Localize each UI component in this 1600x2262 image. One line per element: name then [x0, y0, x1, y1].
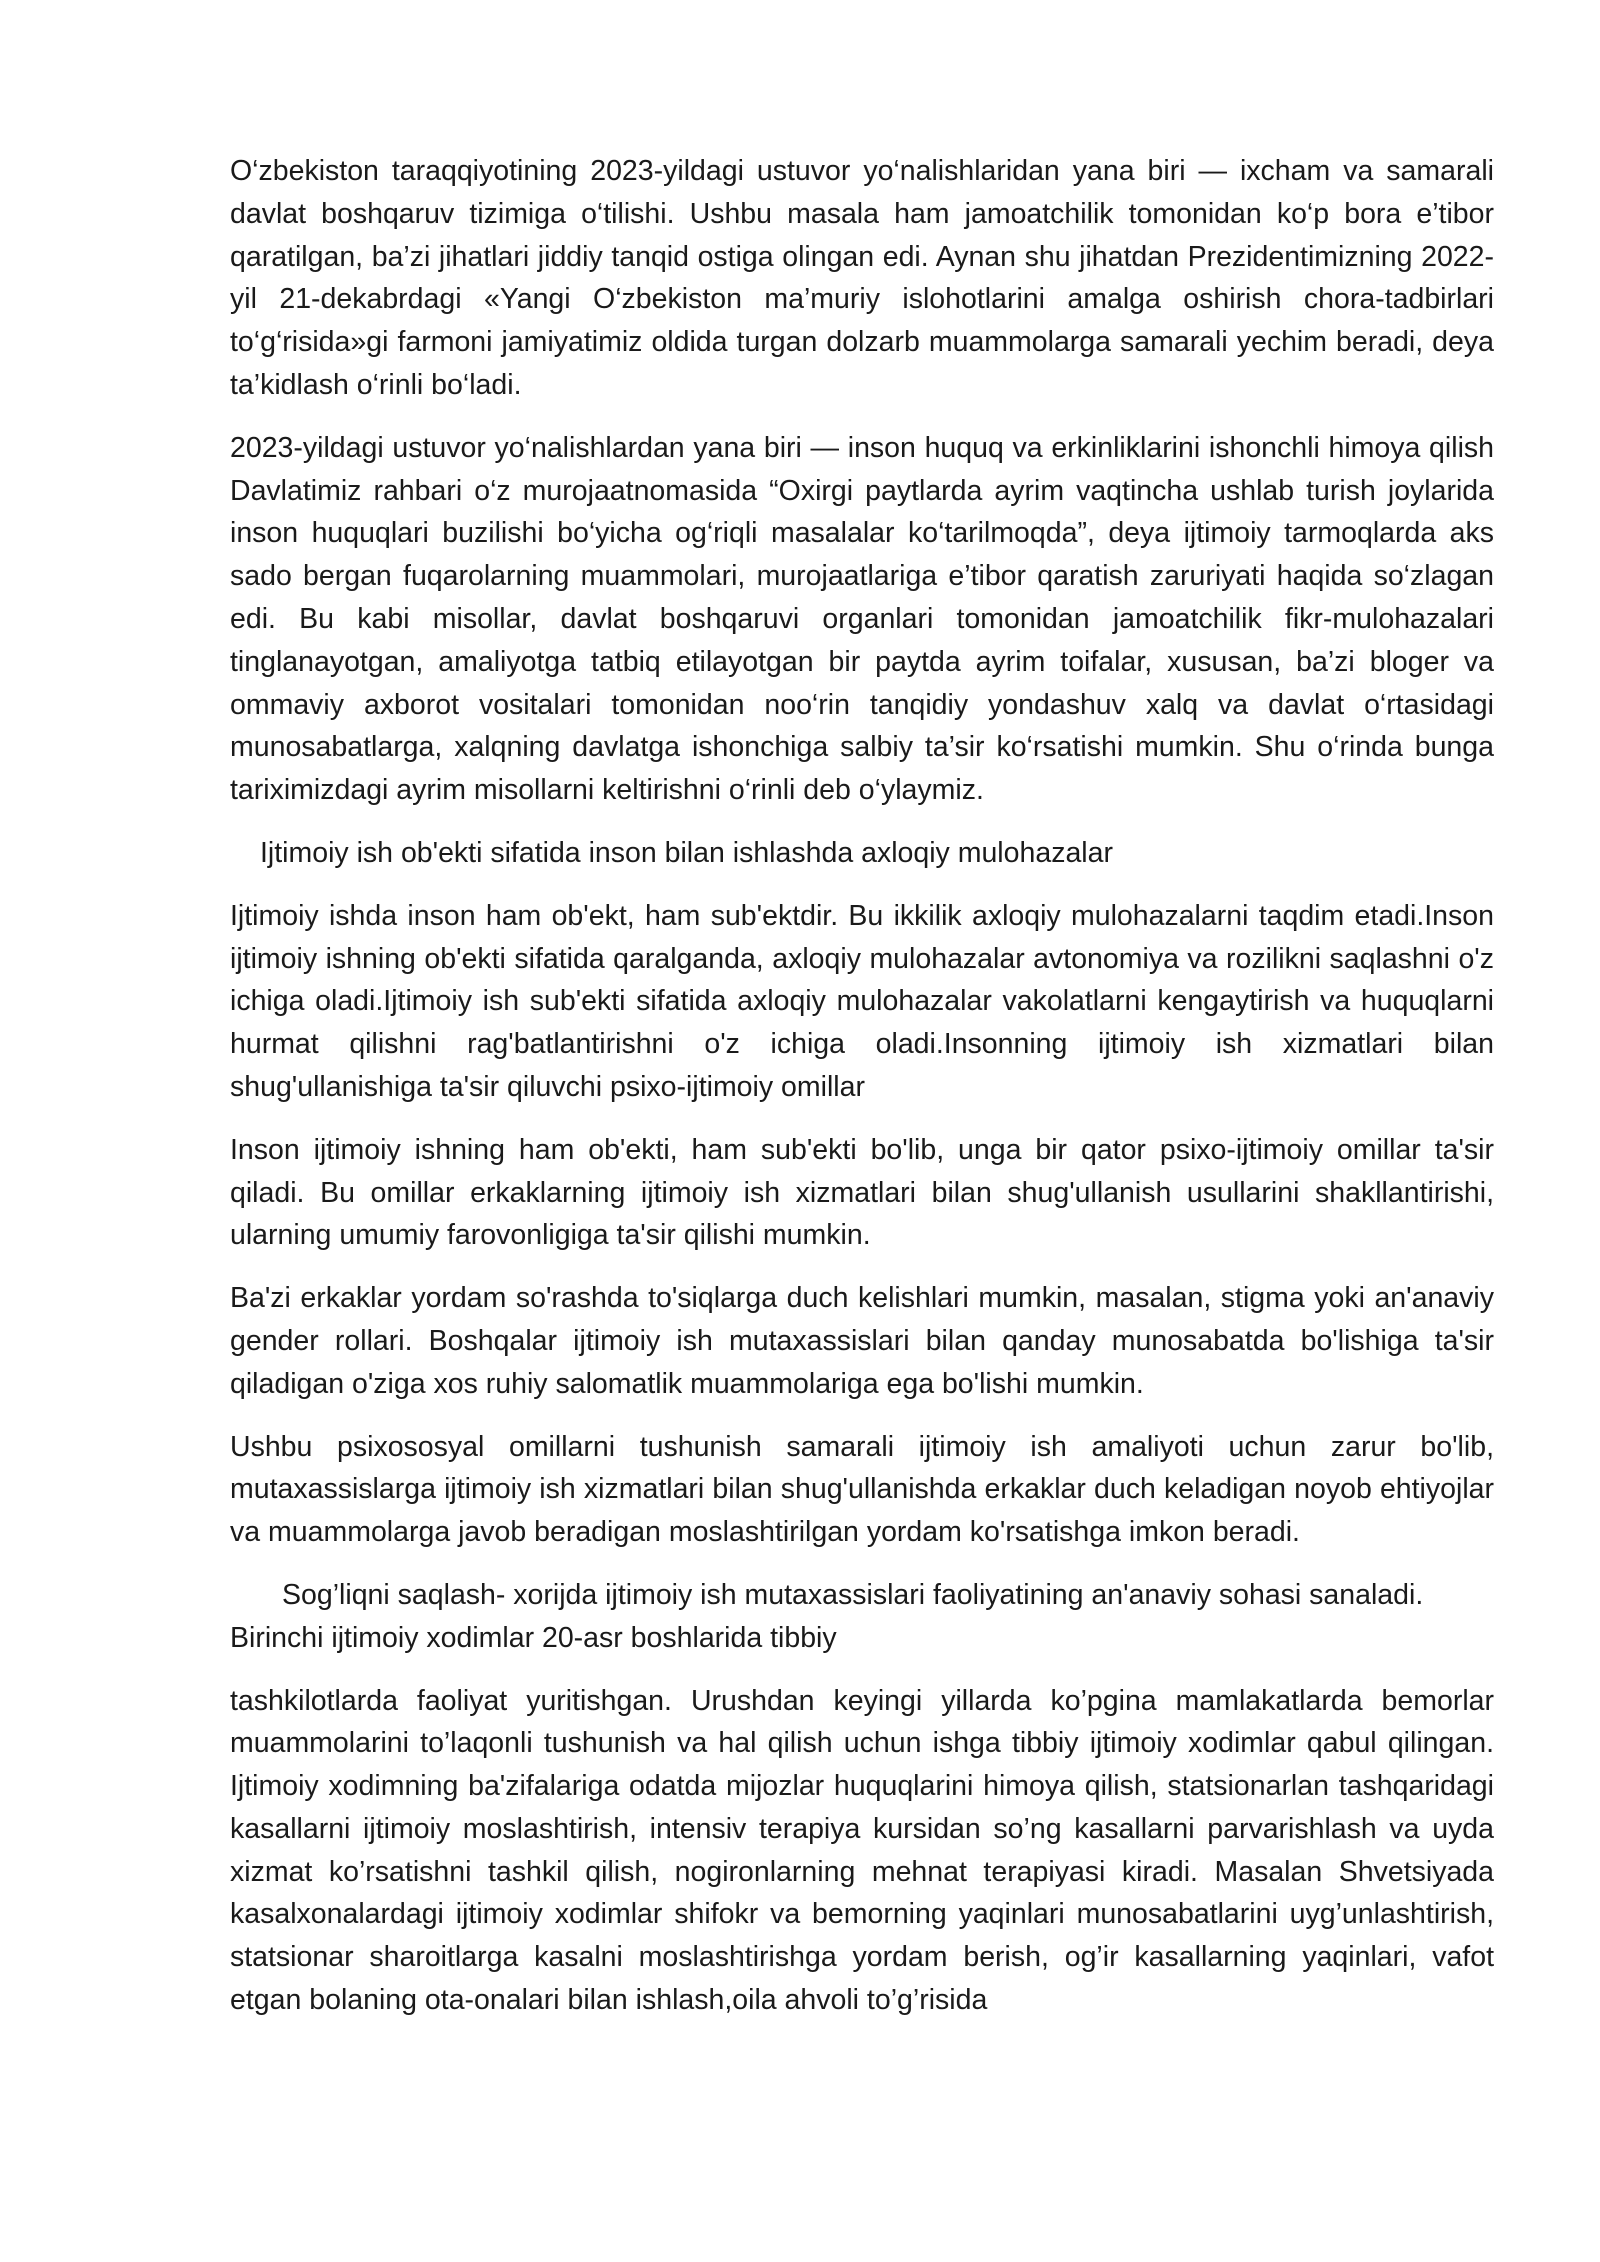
paragraph-object-subject: Ijtimoiy ishda inson ham ob'ekt, ham sub'ektdir. Bu ikkilik axloqiy mulohazalarni taqdim etadi.Inson ijtimoiy ishning ob'ekti sifatida qaralganda, axloqiy mulohazalar avtonomiya va rozilikni saqlashni o'z ichiga oladi.Ijtimoiy ish sub'ekti sifatida axloqiy mulohazalar vakolatlarni kengaytirish va huquqlarni hurmat qilishni rag'batlantirishni o'z ichiga oladi.Insonning ijtimoiy ish xizmatlari bilan shug'ullanishiga ta'sir qiluvchi psixo-ijtimoiy omillar [230, 899, 1494, 1103]
paragraph-understanding-factors: Ushbu psixososyal omillarni tushunish samarali ijtimoiy ish amaliyoti uchun zarur bo'lib, mutaxassislarga ijtimoiy ish xizmatlari bilan shug'ullanishda erkaklar duch keladigan noyob ehtiyojlar va muammolarga javob beradigan moslashtirilgan yordam ko'rsatishga imkon beradi. [230, 1430, 1494, 1549]
section-heading-ethical-considerations: Ijtimoiy ish ob'ekti sifatida inson bilan ishlashda axloqiy mulohazalar [260, 836, 1113, 869]
document-page [230, 150, 1494, 2042]
paragraph-human-rights: 2023-yildagi ustuvor yo‘nalishlardan yana biri — inson huquq va erkinliklarini ishonchli himoya qilish Davlatimiz rahbari o‘z murojaatnomasida “Oxirgi paytlarda ayrim vaqtincha ushlab turish joylarida inson huquqlari buzilishi bo‘yicha og‘riqli masalalar ko‘tarilmoqda”, deya ijtimoiy tarmoqlarda aks sado bergan fuqarolarning muammolari, murojaatlariga e’tibor qaratish zaruriyati haqida so‘zlagan edi. Bu kabi misollar, davlat boshqaruvi organlari tomonidan jamoatchilik fikr-mulohazalari tinglanayotgan, amaliyotga tatbiq etilayotgan bir paytda ayrim toifalar, xususan, ba’zi bloger va ommaviy axborot vositalari tomonidan noo‘rin tanqidiy yondashuv xalq va davlat o‘rtasidagi munosabatlarga, xalqning davlatga ishonchiga salbiy ta’sir ko‘rsatishi mumkin. Shu o‘rinda bunga tariximizdagi ayrim misollarni keltirishni o‘rinli deb o‘ylaymiz. [230, 431, 1494, 807]
paragraph-healthcare-intro: Sog’liqni saqlash- xorijda ijtimoiy ish mutaxassislari faoliyatining an'anaviy sohasi sanaladi. Birinchi ijtimoiy xodimlar 20-asr boshlarida tibbiy [230, 1578, 1424, 1654]
paragraph-psychosocial-factors: Inson ijtimoiy ishning ham ob'ekti, ham sub'ekti bo'lib, unga bir qator psixo-ijtimoiy omillar ta'sir qiladi. Bu omillar erkaklarning ijtimoiy ish xizmatlari bilan shug'ullanish usullarini shakllantirishi, ularning umumiy farovonligiga ta'sir qilishi mumkin. [230, 1133, 1494, 1252]
paragraph-healthcare-details: tashkilotlarda faoliyat yuritishgan. Urushdan keyingi yillarda ko’pgina mamlakatlarda bemorlar muammolarini to’laqonli tushunish va hal qilish uchun ishga tibbiy ijtimoiy xodimlar qabul qilingan. Ijtimoiy xodimning ba'zifalariga odatda mijozlar huquqlarini himoya qilish, statsionarlan tashqaridagi kasallarni ijtimoiy moslashtirish, intensiv terapiya kursidan so’ng kasallarni parvarishlash va uyda xizmat ko’rsatishni tashkil qilish, nogironlarning mehnat terapiyasi kiradi. Masalan Shvetsiyada kasalxonalardagi ijtimoiy xodimlar shifokr va bemorning yaqinlari munosabatlarini uyg’unlashtirish, statsionar sharoitlarga kasalni moslashtirishga yordam berish, og’ir kasallarning yaqinlari, vafot etgan bolaning ota-onalari bilan ishlash,oila ahvoli to’g’risida [230, 1684, 1494, 2017]
paragraph-barriers: Ba'zi erkaklar yordam so'rashda to'siqlarga duch kelishlari mumkin, masalan, stigma yoki an'anaviy gender rollari. Boshqalar ijtimoiy ish mutaxassislari bilan qanday munosabatda bo'lishiga ta'sir qiladigan o'ziga xos ruhiy salomatlik muammolariga ega bo'lishi mumkin. [230, 1282, 1494, 1400]
paragraph-administrative-reform: O‘zbekiston taraqqiyotining 2023-yildagi ustuvor yo‘nalishlaridan yana biri — ixcham va samarali davlat boshqaruv tizimiga o‘tilishi. Ushbu masala ham jamoatchilik tomonidan ko‘p bora e’tibor qaratilgan, ba’zi jihatlari jiddiy tanqid ostiga olingan edi. Aynan shu jihatdan Prezidentimizning 2022-yil 21-dekabrdagi «Yangi O‘zbekiston ma’muriy islohotlarini amalga oshirish chora-tadbirlari to‘g‘risida»gi farmoni jamiyatimiz oldida turgan dolzarb muammolarga samarali yechim beradi, deya ta’kidlash o‘rinli bo‘ladi. [230, 155, 1494, 401]
